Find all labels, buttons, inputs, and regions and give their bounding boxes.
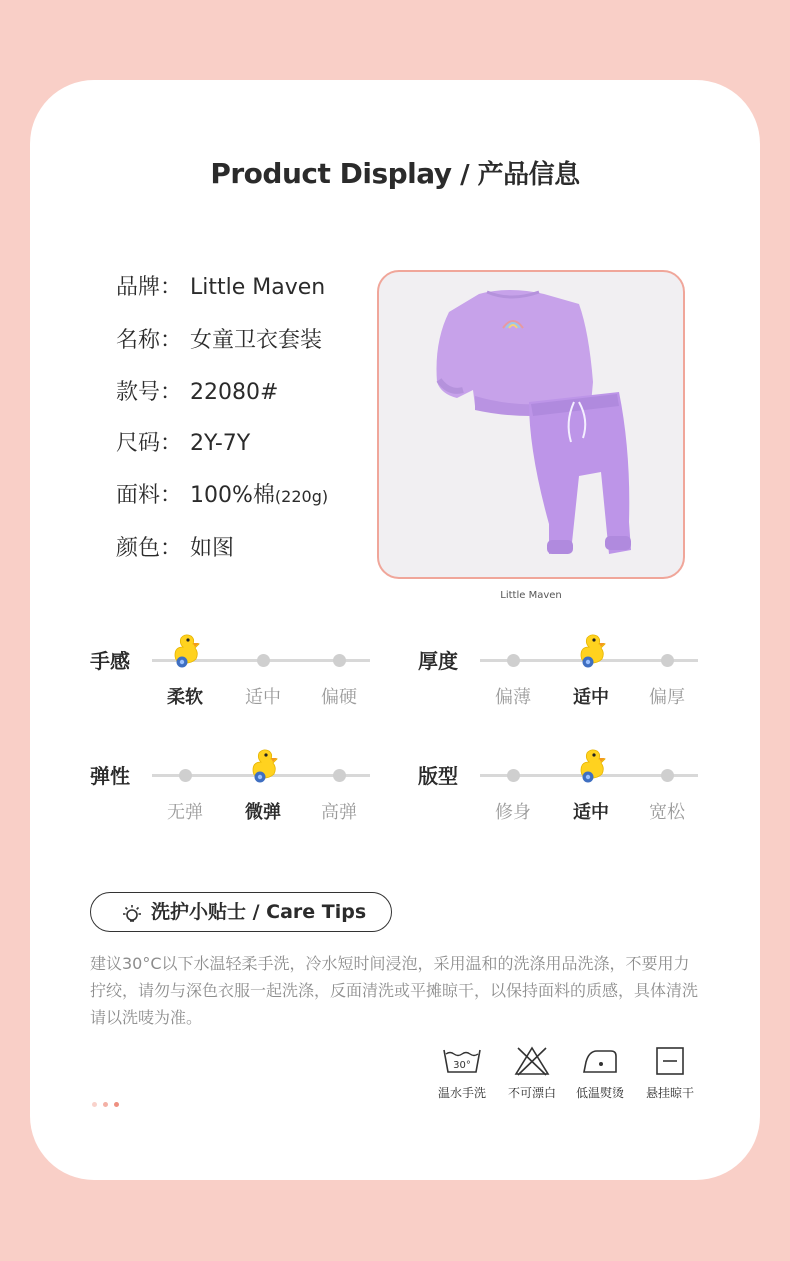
info-fabric: 面料： 100%棉(220g) (116, 483, 329, 508)
attr-thickness (418, 633, 738, 723)
care-tips-pill: 洗护小贴士 / Care Tips (90, 892, 392, 932)
page-dots (92, 1092, 125, 1111)
photo-caption: Little Maven (500, 590, 562, 601)
page-title: Product Display / 产品信息 (210, 157, 580, 190)
attr-option: 无弹 (167, 802, 203, 823)
info-size: 尺码： 2Y-7Y (116, 431, 251, 456)
no-bleach-icon: 不可漂白 (500, 1046, 564, 1101)
attr-label: 版型 (418, 764, 458, 788)
info-name: 名称： 女童卫衣套装 (116, 328, 323, 353)
attr-dot (661, 654, 674, 667)
low-iron-icon: 低温熨烫 (568, 1046, 632, 1101)
attr-dot (333, 654, 346, 667)
attr-option: 偏薄 (495, 687, 531, 708)
product-photo (377, 270, 685, 579)
attr-dot (507, 769, 520, 782)
attr-option: 宽松 (649, 802, 685, 823)
attr-option: 柔软 (167, 687, 203, 708)
attr-option: 适中 (573, 802, 609, 823)
attr-fit (418, 748, 738, 838)
hang-dry-icon: 悬挂晾干 (638, 1046, 702, 1101)
attr-label: 手感 (90, 649, 130, 673)
svg-text:30°: 30° (453, 1060, 471, 1071)
duck-icon (247, 748, 281, 784)
attr-option: 偏厚 (649, 687, 685, 708)
attr-option: 微弹 (245, 802, 281, 823)
info-brand: 品牌： Little Maven (116, 275, 326, 300)
attr-dot (257, 654, 270, 667)
attr-label: 厚度 (418, 649, 458, 673)
attr-dot (333, 769, 346, 782)
info-color: 颜色： 如图 (116, 536, 235, 561)
attr-elasticity (90, 748, 410, 838)
care-instructions: 建议30°C以下水温轻柔手洗，冷水短时间浸泡，采用温和的洗涤用品洗涤，不要用力拧绞，请勿与深色衣服一起洗涤，反面清洗或平摊晾干，以保持面料的质感，具体清洗请以洗唛为准。 (90, 954, 699, 1027)
hand-wash-30-icon: 30° 温水手洗 (430, 1046, 494, 1101)
attr-option: 适中 (573, 687, 609, 708)
attr-dot (507, 654, 520, 667)
attr-dot (179, 769, 192, 782)
duck-icon (575, 748, 609, 784)
attr-option: 高弹 (321, 802, 357, 823)
attr-option: 偏硬 (321, 687, 357, 708)
attr-option: 适中 (245, 687, 281, 708)
attr-hand-feel (90, 633, 410, 723)
attr-option: 修身 (495, 802, 531, 823)
attr-label: 弹性 (90, 764, 130, 788)
duck-icon (575, 633, 609, 669)
info-style-no: 款号： 22080# (116, 380, 279, 405)
lightbulb-icon (121, 901, 143, 939)
attr-dot (661, 769, 674, 782)
duck-icon (169, 633, 203, 669)
